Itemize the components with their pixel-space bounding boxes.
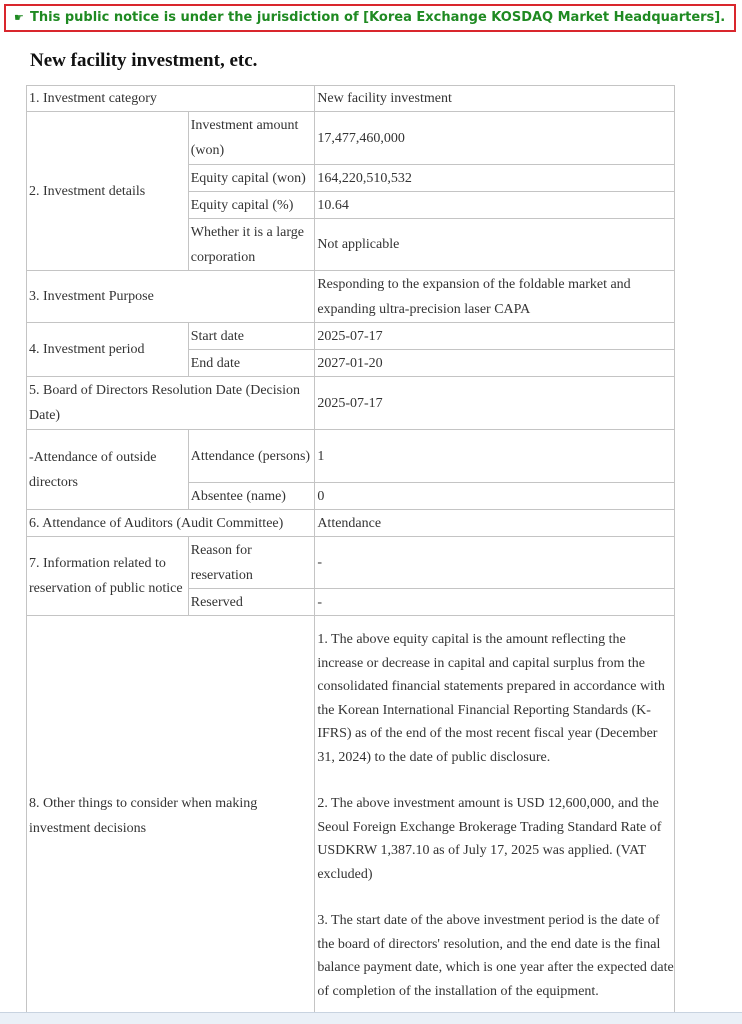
sub-label: Absentee (name) <box>188 483 315 510</box>
notes-cell <box>315 616 675 1016</box>
row-label: 2. Investment details <box>27 112 189 271</box>
sub-label: End date <box>188 350 315 377</box>
sub-label: Attendance (persons) <box>188 430 315 483</box>
page-title: New facility investment, etc. <box>30 50 258 71</box>
row-value: Responding to the expansion of the foldable market and expanding ultra-precision laser CAPA <box>315 271 675 323</box>
row-label: 7. Information related to reservation of public notice <box>27 537 189 616</box>
row-value: 164,220,510,532 <box>315 165 675 192</box>
sub-label: Start date <box>188 323 315 350</box>
table-row <box>27 271 675 323</box>
row-label: 5. Board of Directors Resolution Date (Decision Date) <box>27 377 315 430</box>
notice-text: This public notice is under the jurisdiction of [Korea Exchange KOSDAQ Market Headquarters]. <box>30 10 726 25</box>
row-value: 1 <box>315 430 675 483</box>
row-label: 6. Attendance of Auditors (Audit Committee) <box>27 510 315 537</box>
sub-label: Whether it is a large corporation <box>188 219 315 271</box>
row-label: 8. Other things to consider when making investment decisions <box>27 616 315 1016</box>
jurisdiction-notice <box>4 4 736 32</box>
row-label: -Attendance of outside directors <box>27 430 189 510</box>
row-value: 10.64 <box>315 192 675 219</box>
table-row <box>27 112 675 165</box>
note-paragraph: 3. The start date of the above investment period is the date of the board of directors' resolution, and the end date is the final balance payment date, which is one year after the expected date of completion of the installation of the equipment. <box>317 913 674 999</box>
sub-label: Equity capital (won) <box>188 165 315 192</box>
row-label: 1. Investment category <box>27 86 315 112</box>
row-value: 2025-07-17 <box>315 323 675 350</box>
note-paragraph: 1. The above equity capital is the amount reflecting the increase or decrease in capital and capital surplus from the consolidated financial statements prepared in accordance with the Korean International Financial Reporting Standards (K-IFRS) as of the end of the most recent fiscal year (December 31, 2024) to the date of public disclosure. <box>317 632 665 765</box>
sub-label: Investment amount (won) <box>188 112 315 165</box>
row-label: 3. Investment Purpose <box>27 271 315 323</box>
table-row <box>27 510 675 537</box>
table-row <box>27 323 675 350</box>
sub-label: Reserved <box>188 589 315 616</box>
row-value: 17,477,460,000 <box>315 112 675 165</box>
table-row <box>27 377 675 430</box>
row-value: Not applicable <box>315 219 675 271</box>
note-paragraph: 2. The above investment amount is USD 12,600,000, and the Seoul Foreign Exchange Brokerage Trading Standard Rate of USDKRW 1,387.10 as of July 17, 2025 was applied. (VAT excluded) <box>317 796 662 882</box>
disclosure-table <box>26 85 675 1016</box>
table-row <box>27 86 675 112</box>
sub-label: Reason for reservation <box>188 537 315 589</box>
row-value: 2027-01-20 <box>315 350 675 377</box>
row-value: 2025-07-17 <box>315 377 675 430</box>
row-value: 0 <box>315 483 675 510</box>
sub-label: Equity capital (%) <box>188 192 315 219</box>
table-row <box>27 430 675 483</box>
pointing-hand-icon: ☛ <box>14 11 24 24</box>
row-value: Attendance <box>315 510 675 537</box>
row-value: - <box>315 589 675 616</box>
row-value: - <box>315 537 675 589</box>
bottom-scroll-area <box>0 1012 742 1024</box>
table-row <box>27 616 675 1016</box>
table-row <box>27 537 675 589</box>
row-value: New facility investment <box>315 86 675 112</box>
row-label: 4. Investment period <box>27 323 189 377</box>
